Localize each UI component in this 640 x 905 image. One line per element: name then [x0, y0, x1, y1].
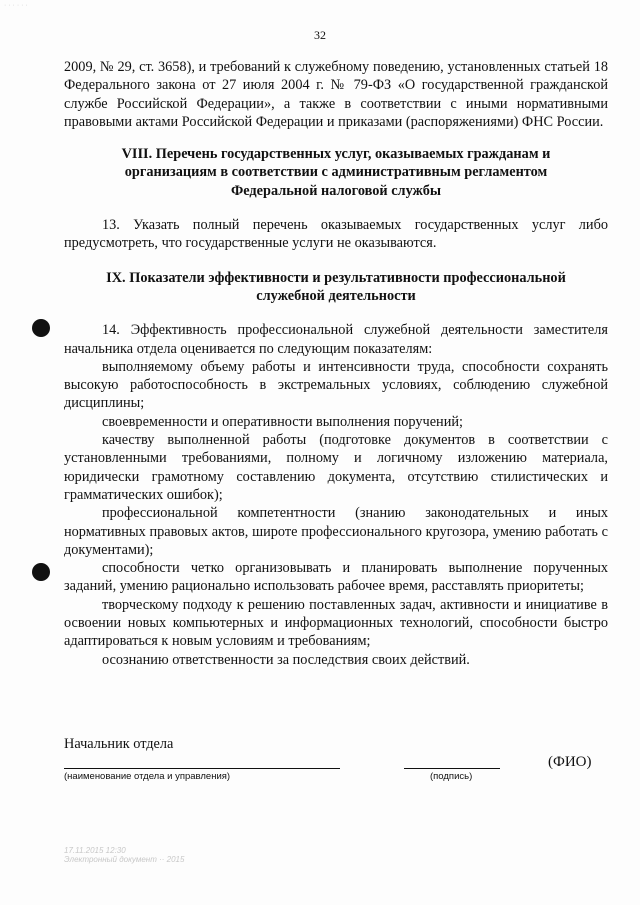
- paragraph-13: 13. Указать полный перечень оказываемых государственных услуг либо предусмотреть, что государственные услуги не оказываются.: [64, 217, 608, 252]
- fio-label: (ФИО): [548, 754, 592, 770]
- page-number: 32: [314, 28, 326, 42]
- criterion-creativity: творческому подходу к решению поставленных задач, активности и инициативе в освоении новых компьютерных и информационных технологий, способности быстро адаптироваться к новым условиям и требованиям;: [64, 596, 608, 650]
- criterion-quality: качеству выполненной работы (подготовке документов в соответствии с установленными требованиями, полному и логичному изложению материала, юридически грамотному составлению документа, отсутствию стилистических и грамматических ошибок);: [64, 432, 608, 503]
- signature-line: [404, 768, 500, 769]
- stamp-line-1: 17.11.2015 12:30: [64, 846, 126, 855]
- criterion-workload: выполняемому объему работы и интенсивности труда, способности сохранять высокую работоспособность в экстремальных условиях, соблюдению служебной дисциплины;: [64, 358, 608, 412]
- section-9-heading: IX. Показатели эффективности и результативности профессиональной служебной деятельности: [106, 269, 566, 304]
- department-line: [64, 768, 340, 769]
- punch-hole-upper: [32, 319, 50, 337]
- signature-block: [64, 736, 608, 816]
- continuation-paragraph: 2009, № 29, ст. 3658), и требований к служебному поведению, установленных статьей 18 Федерального закона от 27 июля 2004 г. № 79-ФЗ «О государственной гражданской службе Российской Федерации», а также в соответствии с иными нормативными правовыми актами Российской Федерации и приказами (распоряжениями) ФНС России.: [64, 59, 608, 130]
- punch-hole-lower: [32, 563, 50, 581]
- section-8-heading: VIII. Перечень государственных услуг, оказываемых гражданам и организациям в соответствии с административным регламентом Федеральной налоговой службы: [121, 146, 551, 199]
- criterion-responsibility: осознанию ответственности за последствия своих действий.: [102, 651, 470, 668]
- criterion-competence: профессиональной компетентности (знанию законодательных и иных нормативных правовых актов, широте профессионального кругозора, умению работать с документами);: [64, 505, 608, 558]
- criterion-timeliness: своевременности и оперативности выполнения поручений;: [102, 413, 463, 430]
- signature-caption: (подпись): [430, 771, 473, 782]
- criterion-organization: способности четко организовывать и планировать выполнение порученных заданий, умению рационально использовать рабочее время, расставлять приоритеты;: [64, 560, 608, 595]
- corner-scan-mark: · · · · · ·: [4, 2, 28, 9]
- signatory-title: Начальник отдела: [64, 736, 174, 752]
- electronic-stamp: [64, 846, 184, 864]
- paragraph-14: 14. Эффективность профессиональной служебной деятельности заместителя начальника отдела оценивается по следующим показателям:: [64, 322, 608, 357]
- document-body: [64, 58, 608, 669]
- department-caption: (наименование отдела и управления): [64, 771, 231, 782]
- stamp-line-2: Электронный документ ·· 2015: [64, 855, 185, 864]
